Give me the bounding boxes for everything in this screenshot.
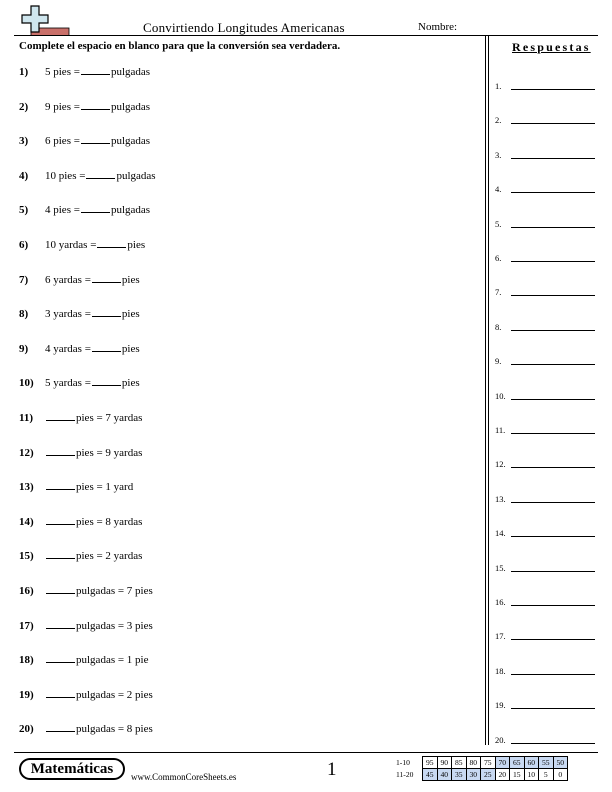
answer-number: 11. [495,425,506,435]
score-cell: 75 [481,757,496,769]
question-number: 12) [19,446,34,459]
answer-underline [511,605,595,606]
question-text-after: pulgadas = 8 pies [76,723,153,736]
footer-rule [14,752,598,753]
question-number: 18) [19,654,34,667]
question-row [19,99,150,119]
answer-line[interactable] [495,455,595,469]
answers-title: Respuestas [512,40,591,54]
score-cell: 15 [510,769,525,781]
subject-badge [19,758,125,780]
instructions: Complete el espacio en blanco para que la conversión sea verdadera. [19,40,341,52]
score-cell: 55 [539,757,554,769]
answer-underline [511,571,595,572]
answer-number: 12. [495,459,506,470]
score-cell: 25 [481,769,496,781]
answer-number: 15. [495,562,506,573]
answer-number: 9. [495,356,502,367]
question-text-before: 6 yardas = [45,273,91,286]
question-text-after: pies [121,342,140,355]
question-text-before: 9 pies = [45,100,80,113]
question-text-after: pulgadas [110,100,151,113]
answer-number: 10. [495,390,506,401]
answer-underline [511,467,595,468]
question-number: 19) [19,688,34,701]
question-row [19,583,153,603]
answer-number: 18. [495,665,506,676]
answer-blank[interactable] [92,272,121,283]
answer-blank[interactable] [86,168,115,179]
score-row-label: 11-20 [396,770,414,779]
question-number: 15) [19,550,34,563]
answer-number: 1. [495,81,502,91]
question-number: 17) [19,619,34,632]
answer-number: 16. [495,597,506,607]
question-row [19,548,142,568]
question-row [19,341,140,361]
answer-number: 3. [495,149,502,160]
answer-line[interactable] [495,696,595,710]
question-row [19,721,153,741]
question-text-after: pies [121,377,140,390]
answer-blank[interactable] [46,618,75,629]
question-text-before: 10 yardas = [45,239,97,251]
question-text-after: pies [127,239,146,251]
score-cell: 20 [495,769,510,781]
answer-line[interactable] [495,146,595,160]
question-text-after: pulgadas = 1 pie [76,654,149,667]
answer-blank[interactable] [46,445,75,456]
answer-blank[interactable] [92,341,121,352]
answer-number: 6. [495,253,502,263]
question-row [19,618,153,638]
question-row [19,272,140,292]
question-row [19,375,140,395]
score-cell: 70 [495,757,510,769]
question-text-after: pulgadas = 3 pies [76,619,153,632]
answer-blank[interactable] [92,306,121,317]
answer-column-divider [485,36,489,745]
score-cell: 0 [553,769,568,781]
answer-underline [511,743,595,744]
website-label: www.CommonCoreSheets.es [131,772,237,782]
question-number: 3) [19,135,29,148]
question-row [19,479,133,499]
answer-number: 2. [495,115,502,126]
answer-number: 4. [495,184,502,195]
question-row [19,133,150,153]
question-row [19,306,140,326]
question-number: 6) [19,239,29,251]
question-number: 5) [19,204,29,217]
plus-ruler-logo-icon [17,4,71,36]
question-number: 20) [19,723,34,736]
question-number: 7) [19,273,29,286]
score-cell: 60 [524,757,539,769]
worksheet-title: Convirtiendo Longitudes Americanas [143,20,345,35]
answer-blank[interactable] [46,721,75,732]
answer-line[interactable] [495,559,595,573]
answer-line[interactable] [495,318,595,332]
question-text-after: pulgadas = 2 pies [76,688,153,701]
answer-blank[interactable] [81,99,110,110]
answer-blank[interactable] [46,652,75,663]
answer-blank[interactable] [46,548,75,559]
question-row [19,202,150,222]
answer-underline [511,330,595,331]
answer-number: 13. [495,493,506,504]
answer-number: 14. [495,528,506,539]
question-number: 9) [19,342,29,355]
question-row [19,687,153,707]
question-row [19,410,142,430]
question-row [19,237,145,257]
answer-underline [511,399,595,400]
answer-line[interactable] [495,283,595,297]
question-text-before: 5 pies = [45,66,80,78]
question-text-after: pies = 2 yardas [76,550,143,563]
answer-underline [511,192,595,193]
question-number: 8) [19,308,29,321]
page-number: 1 [327,759,337,780]
answer-underline [511,708,595,709]
answer-underline [511,123,595,124]
score-row [396,769,568,781]
answer-blank[interactable] [81,64,110,75]
answer-number: 20. [495,734,506,745]
answer-underline [511,364,595,365]
score-row-label: 1-10 [396,758,410,767]
answer-line[interactable] [495,387,595,401]
score-cell: 35 [452,769,467,781]
answer-blank[interactable] [46,514,75,525]
answer-blank[interactable] [46,687,75,698]
question-row [19,168,156,188]
question-number: 4) [19,169,29,182]
answer-blank[interactable] [97,237,126,248]
question-text-after: pies = 8 yardas [76,515,143,528]
answer-number: 8. [495,321,502,332]
answer-blank[interactable] [46,583,75,594]
score-cell: 95 [423,757,438,769]
answer-blank[interactable] [81,202,110,213]
question-row [19,514,142,534]
question-row [19,64,150,84]
answer-underline [511,536,595,537]
question-number: 14) [19,515,34,528]
question-text-before: 10 pies = [45,169,86,182]
subject-badge-label: Matemáticas [21,760,123,778]
question-number: 10) [19,377,34,390]
question-text-after: pulgadas [116,169,156,182]
answer-line[interactable] [495,662,595,676]
question-text-after: pies [121,273,140,286]
score-cell: 65 [510,757,525,769]
score-cell: 90 [437,757,452,769]
score-table [396,756,568,781]
score-cell: 85 [452,757,467,769]
answer-underline [511,261,595,262]
answer-underline [511,158,595,159]
answer-line[interactable] [495,524,595,538]
answer-line[interactable] [495,111,595,125]
question-number: 16) [19,585,34,597]
answer-underline [511,639,595,640]
question-text-after: pies [121,308,140,321]
question-text-before: 4 pies = [45,204,80,217]
question-text-before: 3 yardas = [45,308,91,321]
answer-blank[interactable] [81,133,110,144]
question-text-after: pies = 7 yardas [76,412,143,424]
question-text-after: pulgadas [110,66,151,78]
question-number: 1) [19,66,29,78]
score-row [396,757,568,769]
score-cell: 40 [437,769,452,781]
score-cell: 50 [553,757,568,769]
question-row [19,652,149,672]
answer-line[interactable] [495,352,595,366]
score-cell: 10 [524,769,539,781]
question-text-after: pulgadas [110,204,151,217]
answer-underline [511,502,595,503]
score-cell: 5 [539,769,554,781]
question-number: 2) [19,100,29,113]
question-text-before: 5 yardas = [45,377,91,390]
answer-number: 7. [495,287,502,298]
answer-blank[interactable] [46,479,75,490]
answer-number: 17. [495,631,506,642]
question-row [19,445,142,465]
answer-line[interactable] [495,731,595,745]
answer-number: 5. [495,218,502,229]
question-text-after: pies = 1 yard [76,481,134,494]
score-cell: 45 [423,769,438,781]
answer-line[interactable] [495,180,595,194]
question-number: 13) [19,481,34,494]
answer-blank[interactable] [92,375,121,386]
answer-underline [511,89,595,90]
question-text-before: 4 yardas = [45,342,91,355]
answer-underline [511,674,595,675]
answer-line[interactable] [495,593,595,607]
answer-underline [511,295,595,296]
score-cell: 80 [466,757,481,769]
answer-underline [511,227,595,228]
answer-underline [511,433,595,434]
question-text-after: pulgadas = 7 pies [76,585,153,597]
answer-line[interactable] [495,215,595,229]
answer-blank[interactable] [46,410,75,421]
answer-line[interactable] [495,77,595,91]
question-text-before: 6 pies = [45,135,80,148]
score-cell: 30 [466,769,481,781]
answer-line[interactable] [495,627,595,641]
answer-number: 19. [495,700,506,711]
answer-line[interactable] [495,421,595,435]
name-label: Nombre: [418,21,458,33]
header-rule [14,35,598,36]
question-text-after: pies = 9 yardas [76,446,143,459]
answer-line[interactable] [495,249,595,263]
question-text-after: pulgadas [110,135,151,148]
answer-line[interactable] [495,490,595,504]
question-number: 11) [19,412,34,424]
